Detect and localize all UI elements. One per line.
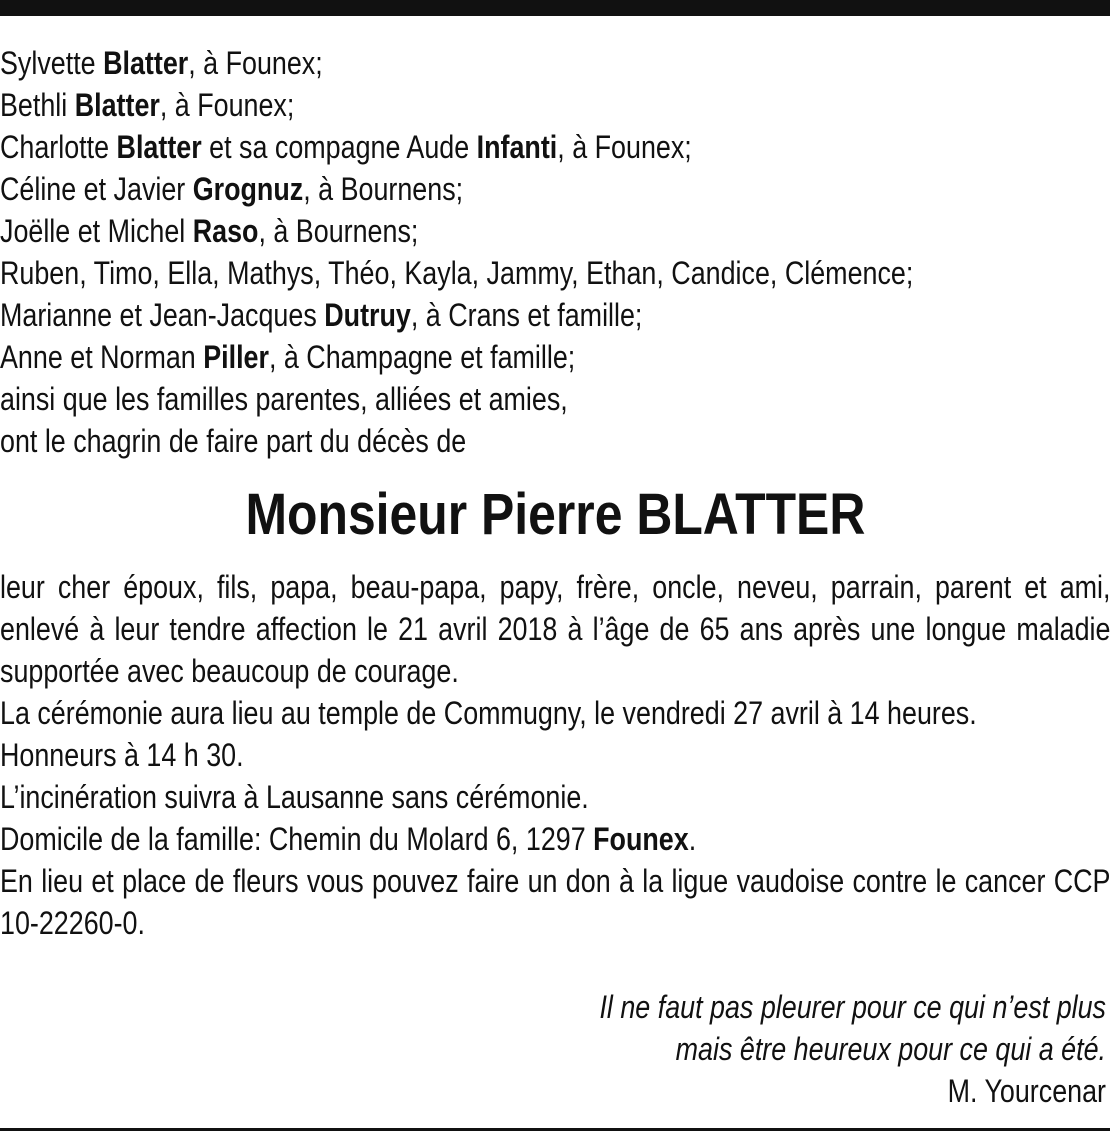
family-text: Céline et Javier <box>0 171 193 207</box>
domicile-address: Domicile de la famille: Chemin du Molard 6, 1297 <box>0 821 594 857</box>
family-text: Sylvette <box>0 45 104 81</box>
family-text: , à Crans et famille; <box>410 297 643 333</box>
family-text: Joëlle et Michel <box>0 213 193 249</box>
family-surname: Blatter <box>103 45 189 81</box>
family-text: , à Founex; <box>159 87 295 123</box>
incineration-info: L’incinération suivra à Lausanne sans cérémonie. <box>0 779 589 815</box>
family-line <box>0 420 932 462</box>
family-text: ainsi que les familles parentes, alliées et amies, <box>0 381 568 417</box>
family-surname: Raso <box>192 213 259 249</box>
family-line <box>0 294 932 336</box>
family-surname: Dutruy <box>324 297 411 333</box>
family-surname: Piller <box>203 339 269 375</box>
family-text: , à Bournens; <box>258 213 419 249</box>
family-text: Charlotte <box>0 129 117 165</box>
ceremony-info: La cérémonie aura lieu au temple de Commugny, le vendredi 27 avril à 14 heures. <box>0 695 977 731</box>
domicile-end: . <box>688 821 697 857</box>
family-text: Ruben, Timo, Ella, Mathys, Théo, Kayla, Jammy, Ethan, Candice, Clémence; <box>0 255 914 291</box>
quote-line-1: Il ne faut pas pleurer pour ce qui n’est plus <box>599 989 1106 1025</box>
quote-author: M. Yourcenar <box>947 1073 1106 1109</box>
family-surname: Infanti <box>476 129 558 165</box>
domicile-info <box>0 818 1110 860</box>
family-surname: Blatter <box>116 129 202 165</box>
family-text: , à Founex; <box>557 129 692 165</box>
bottom-rule <box>0 1128 1110 1131</box>
family-text: et sa compagne Aude <box>201 129 477 165</box>
deceased-name: Monsieur Pierre BLATTER <box>245 482 865 547</box>
family-line <box>0 168 932 210</box>
family-text: Anne et Norman <box>0 339 204 375</box>
family-text: , à Founex; <box>188 45 323 81</box>
family-line <box>0 84 932 126</box>
family-surname: Grognuz <box>192 171 304 207</box>
donation-info: En lieu et place de fleurs vous pouvez faire un don à la ligue vaudoise contre le cancer CCP 10-22260-0. <box>0 863 1110 941</box>
family-text: , à Bournens; <box>303 171 464 207</box>
family-text: Bethli <box>0 87 75 123</box>
family-text: Marianne et Jean-Jacques <box>0 297 325 333</box>
family-line <box>0 42 932 84</box>
family-line <box>0 126 932 168</box>
domicile-town: Founex <box>593 821 689 857</box>
honneurs-info: Honneurs à 14 h 30. <box>0 737 244 773</box>
family-line <box>0 210 932 252</box>
family-text: ont le chagrin de faire part du décès de <box>0 423 467 459</box>
announcement-body <box>0 566 1110 944</box>
family-line <box>0 252 932 294</box>
family-text: , à Champagne et famille; <box>268 339 576 375</box>
announcement-paragraph: leur cher époux, fils, papa, beau-papa, papy, frère, oncle, neveu, parrain, parent et ami, enlevé à leur tendre affection le 21 avril 2018 à l’âge de 65 ans après une longue maladie supportée avec beaucoup de courage. <box>0 569 1110 689</box>
top-rule <box>0 0 1110 16</box>
quote-line-2: mais être heureux pour ce qui a été. <box>675 1031 1106 1067</box>
quote-block <box>0 986 1106 1112</box>
family-line <box>0 378 932 420</box>
family-surname: Blatter <box>74 87 160 123</box>
family-line <box>0 336 932 378</box>
family-list <box>0 42 932 462</box>
